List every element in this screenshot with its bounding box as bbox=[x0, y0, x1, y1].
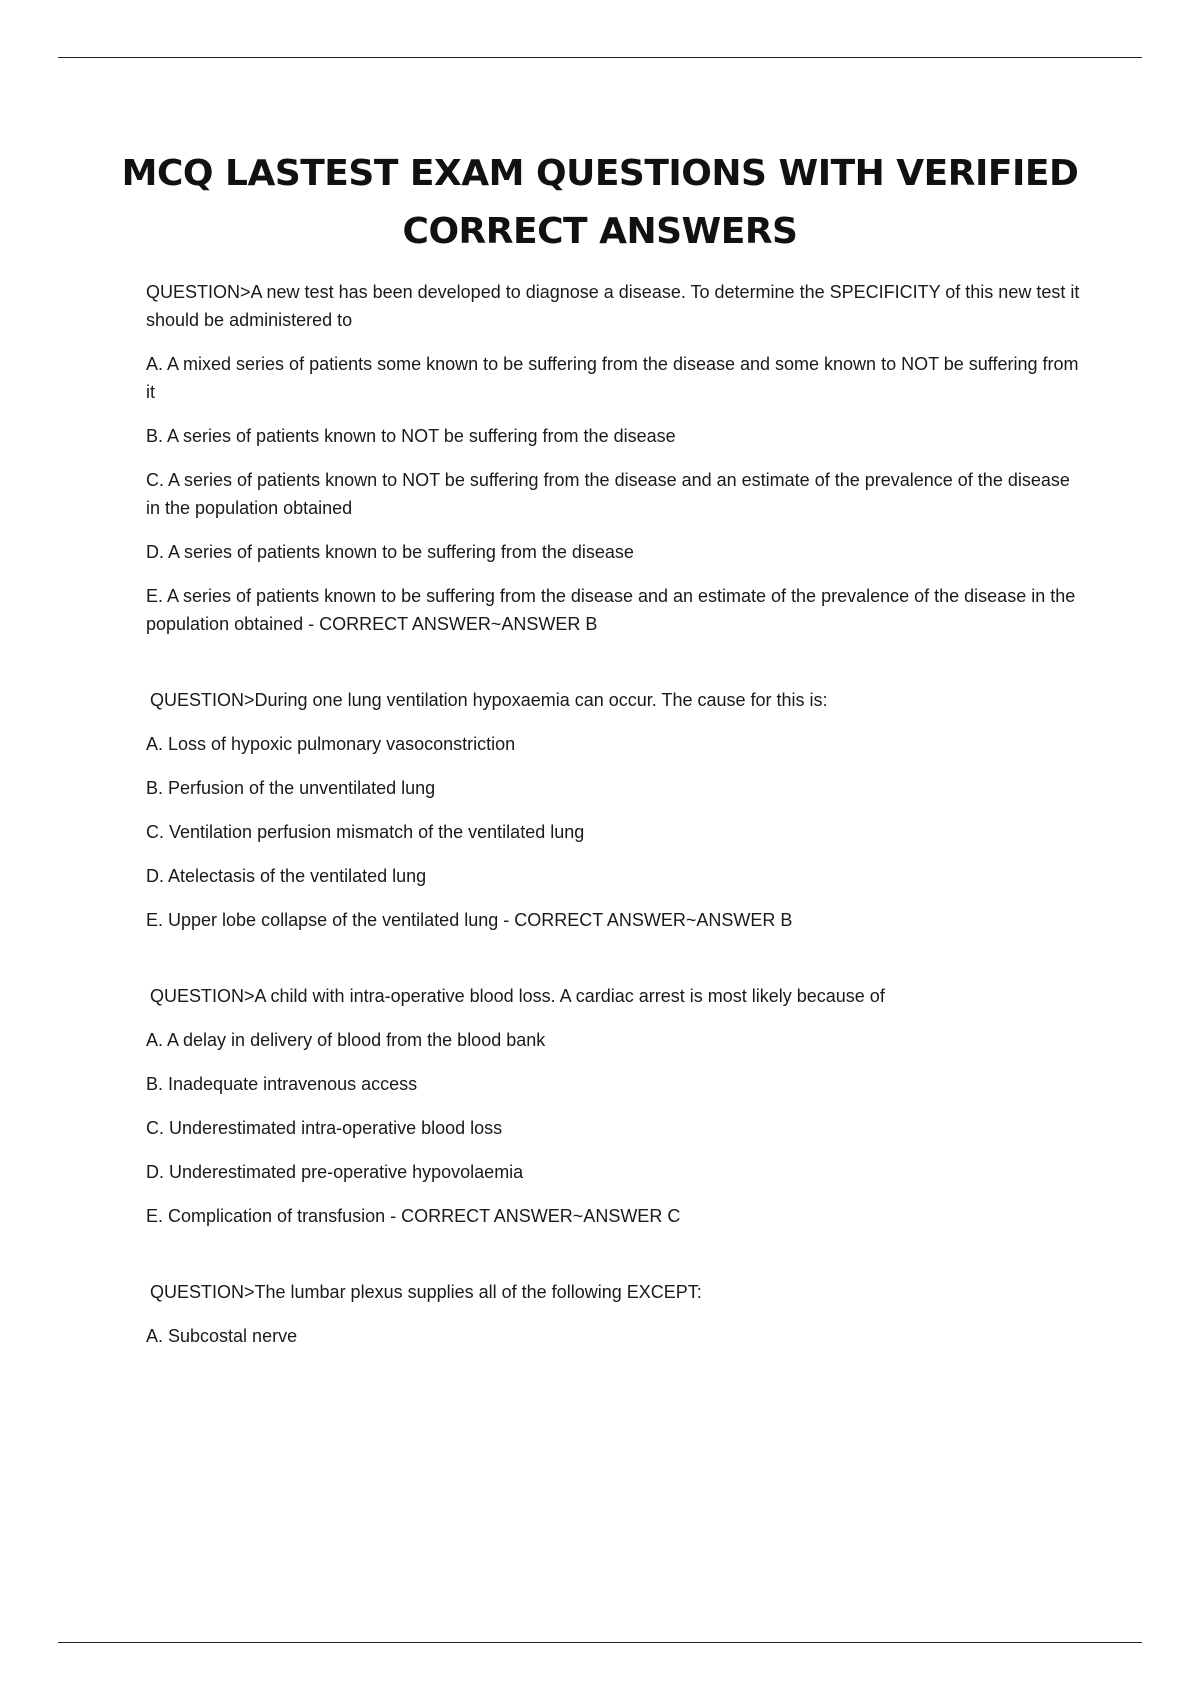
answer-option: A. Subcostal nerve bbox=[146, 1326, 298, 1346]
question-list bbox=[146, 278, 1086, 1350]
answer-option: E. Upper lobe collapse of the ventilated lung - CORRECT ANSWER~ANSWER B bbox=[146, 910, 793, 930]
answer-option: C. A series of patients known to NOT be suffering from the disease and an estimate of the prevalence of the disease in the population obtained bbox=[146, 470, 1070, 518]
question-text: QUESTION>A new test has been developed to diagnose a disease. To determine the SPECIFICITY of this new test it should be administered to bbox=[146, 282, 1080, 330]
answer-option: D. A series of patients known to be suffering from the disease bbox=[146, 542, 634, 562]
bottom-rule bbox=[58, 1642, 1142, 1643]
top-rule bbox=[58, 57, 1142, 58]
answer-option: A. Loss of hypoxic pulmonary vasoconstriction bbox=[146, 734, 516, 754]
question-text: QUESTION>The lumbar plexus supplies all of the following EXCEPT: bbox=[150, 1282, 702, 1302]
answer-option: B. A series of patients known to NOT be suffering from the disease bbox=[146, 426, 676, 446]
page-title: MCQ LASTEST EXAM QUESTIONS WITH VERIFIED CORRECT ANSWERS bbox=[121, 153, 1079, 252]
answer-option: E. Complication of transfusion - CORRECT ANSWER~ANSWER C bbox=[146, 1206, 681, 1226]
answer-option: B. Inadequate intravenous access bbox=[146, 1074, 418, 1094]
answer-option: A. A mixed series of patients some known to be suffering from the disease and some known to NOT be suffering from it bbox=[146, 354, 1079, 402]
answer-option: C. Ventilation perfusion mismatch of the ventilated lung bbox=[146, 822, 585, 842]
question-text: QUESTION>A child with intra-operative blood loss. A cardiac arrest is most likely because of bbox=[150, 986, 885, 1006]
question-block-4 bbox=[146, 1278, 1086, 1350]
answer-option: D. Atelectasis of the ventilated lung bbox=[146, 866, 427, 886]
answer-option: B. Perfusion of the unventilated lung bbox=[146, 778, 436, 798]
question-block-3 bbox=[146, 982, 1086, 1230]
answer-option: E. A series of patients known to be suffering from the disease and an estimate of the prevalence of the disease in the population obtained - CORRECT ANSWER~ANSWER B bbox=[146, 586, 1076, 634]
question-text: QUESTION>During one lung ventilation hypoxaemia can occur. The cause for this is: bbox=[150, 690, 828, 710]
answer-option: A. A delay in delivery of blood from the blood bank bbox=[146, 1030, 546, 1050]
question-block-1 bbox=[146, 278, 1086, 638]
question-block-2 bbox=[146, 686, 1086, 934]
answer-option: C. Underestimated intra-operative blood loss bbox=[146, 1118, 503, 1138]
answer-option: D. Underestimated pre-operative hypovolaemia bbox=[146, 1162, 524, 1182]
